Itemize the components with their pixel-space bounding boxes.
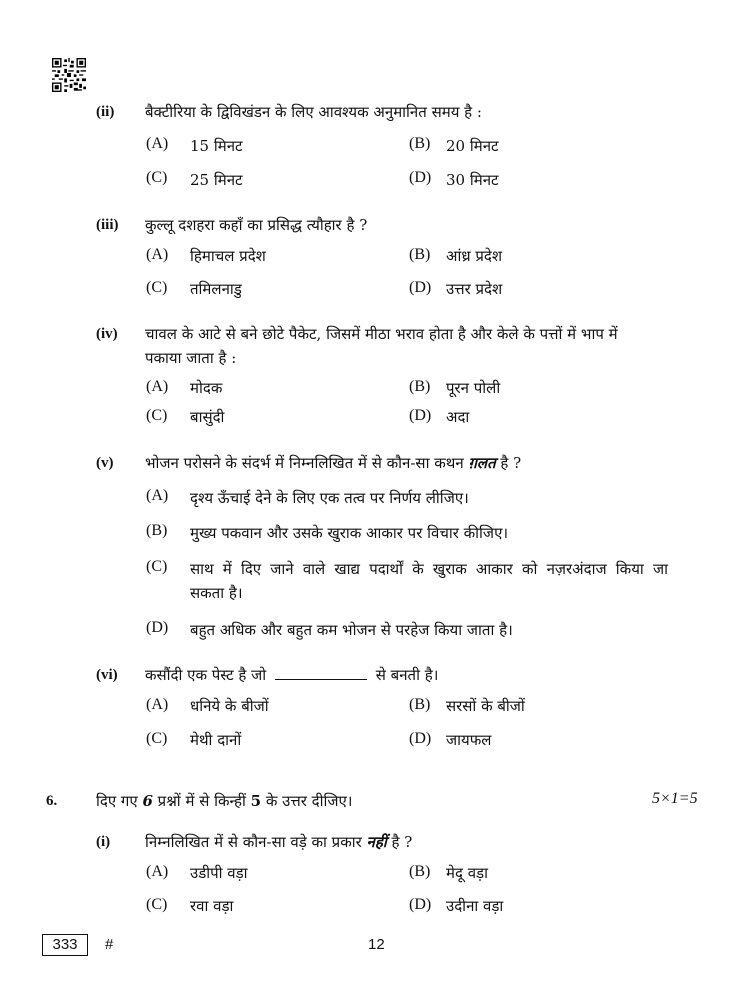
option-label: (D) [146, 619, 169, 636]
option-text: 25 मिनट [190, 171, 243, 189]
emphasis-number: 6 [142, 792, 153, 810]
paper-code-box: 333 [42, 934, 88, 956]
option-label: (B) [409, 378, 431, 395]
question-text-part: निम्नलिखित में से कौन-सा वड़े का प्रकार [145, 833, 362, 851]
question-text-line2: पकाया जाता है : [145, 349, 237, 367]
option-text: तमिलनाडु [190, 280, 242, 298]
option-label: (A) [146, 696, 169, 713]
option-text-line1 [190, 558, 668, 580]
question-text [145, 831, 412, 853]
emphasis-number: 5 [250, 792, 262, 810]
option-label: (B) [146, 522, 168, 539]
option-label: (A) [146, 246, 169, 263]
option-label: (D) [409, 407, 432, 424]
qr-code [52, 58, 86, 92]
option-text: आंध्र प्रदेश [446, 247, 503, 265]
question-number: (iv) [96, 326, 118, 342]
option-label: (D) [409, 169, 432, 186]
question-number: 6. [46, 793, 58, 809]
option-label: (C) [146, 730, 168, 747]
option-label: (B) [409, 246, 431, 263]
option-label: (D) [409, 279, 432, 296]
question-text-line1: चावल के आटे से बने छोटे पैकेट, जिसमें मीठा भराव होता है और केले के पत्तों में भाप में [145, 325, 618, 343]
question-text [145, 452, 521, 474]
hash-mark: # [105, 936, 114, 953]
question-number: (vi) [96, 667, 118, 683]
option-label: (B) [409, 135, 431, 152]
question-text-part: भोजन परोसने के संदर्भ में निम्नलिखित में से कौन-सा कथन [145, 454, 464, 472]
option-label: (C) [146, 407, 168, 424]
option-text: मेथी दानों [190, 731, 242, 749]
question-number: (ii) [96, 104, 115, 120]
option-text: उडीपी वड़ा [190, 864, 248, 882]
option-label: (A) [146, 487, 169, 504]
option-text: मुख्य पकवान और उसके खुराक आकार पर विचार कीजिए। [190, 524, 509, 542]
option-text: रवा वड़ा [190, 897, 234, 915]
question-text-part: है ? [391, 833, 413, 851]
instruction-part: दिए गए [96, 792, 138, 810]
option-text: बासुंदी [190, 408, 225, 426]
option-text: दृश्य ऊँचाई देने के लिए एक तत्व पर निर्णय लीजिए। [190, 489, 469, 507]
option-text: उदीना वड़ा [446, 897, 504, 915]
option-text: पूरन पोली [446, 379, 501, 397]
option-text: हिमाचल प्रदेश [190, 247, 266, 265]
option-label: (C) [146, 558, 168, 575]
question-text: कुल्लू दशहरा कहाँ का प्रसिद्ध त्यौहार है ? [145, 216, 368, 234]
option-label: (D) [409, 730, 432, 747]
option-label: (B) [409, 863, 431, 880]
option-text: मोदक [190, 379, 223, 397]
emphasis-word: ग़लत [468, 454, 496, 472]
option-label: (B) [409, 696, 431, 713]
option-label: (A) [146, 378, 169, 395]
option-text: धनिये के बीजों [190, 697, 269, 715]
option-text: जायफल [446, 731, 492, 749]
option-label: (A) [146, 863, 169, 880]
fill-blank [275, 665, 367, 680]
option-text: उत्तर प्रदेश [446, 280, 503, 298]
question-text-part: से बनती है। [375, 666, 439, 684]
question-text-part: है ? [500, 454, 522, 472]
question-text [145, 664, 438, 686]
option-text: 30 मिनट [446, 171, 499, 189]
option-text: मेदू वड़ा [446, 864, 488, 882]
page-number: 12 [368, 936, 385, 953]
instruction-part: प्रश्नों में से किन्हीं [157, 792, 246, 810]
option-label: (C) [146, 279, 168, 296]
question-text-part: कसौंदी एक पेस्ट है जो [145, 666, 267, 684]
option-text: बहुत अधिक और बहुत कम भोजन से परहेज किया जाता है। [190, 621, 513, 639]
question-number: (v) [96, 455, 114, 471]
option-label: (C) [146, 896, 168, 913]
instruction-part: के उत्तर दीजिए। [265, 792, 353, 810]
question-text: बैक्टीरिया के द्विविखंडन के लिए आवश्यक अनुमानित समय है : [145, 103, 482, 121]
option-text: 15 मिनट [190, 137, 243, 155]
option-label: (D) [409, 896, 432, 913]
question-number: (i) [96, 834, 111, 850]
option-text: सरसों के बीजों [446, 697, 525, 715]
option-label: (A) [146, 135, 169, 152]
option-text-line2: सकता है। [190, 584, 243, 602]
option-text: 20 मिनट [446, 137, 499, 155]
emphasis-word: नहीं [366, 833, 387, 851]
marks-allocation: 5×1=5 [652, 790, 698, 807]
option-text: अदा [446, 408, 470, 426]
option-text-line: साथ में दिए जाने वाले खाद्य पदार्थों के खुराक आकार को नज़रअंदाज किया जा [190, 560, 668, 578]
question-instruction [96, 790, 352, 812]
question-number: (iii) [96, 217, 119, 233]
option-label: (C) [146, 169, 168, 186]
